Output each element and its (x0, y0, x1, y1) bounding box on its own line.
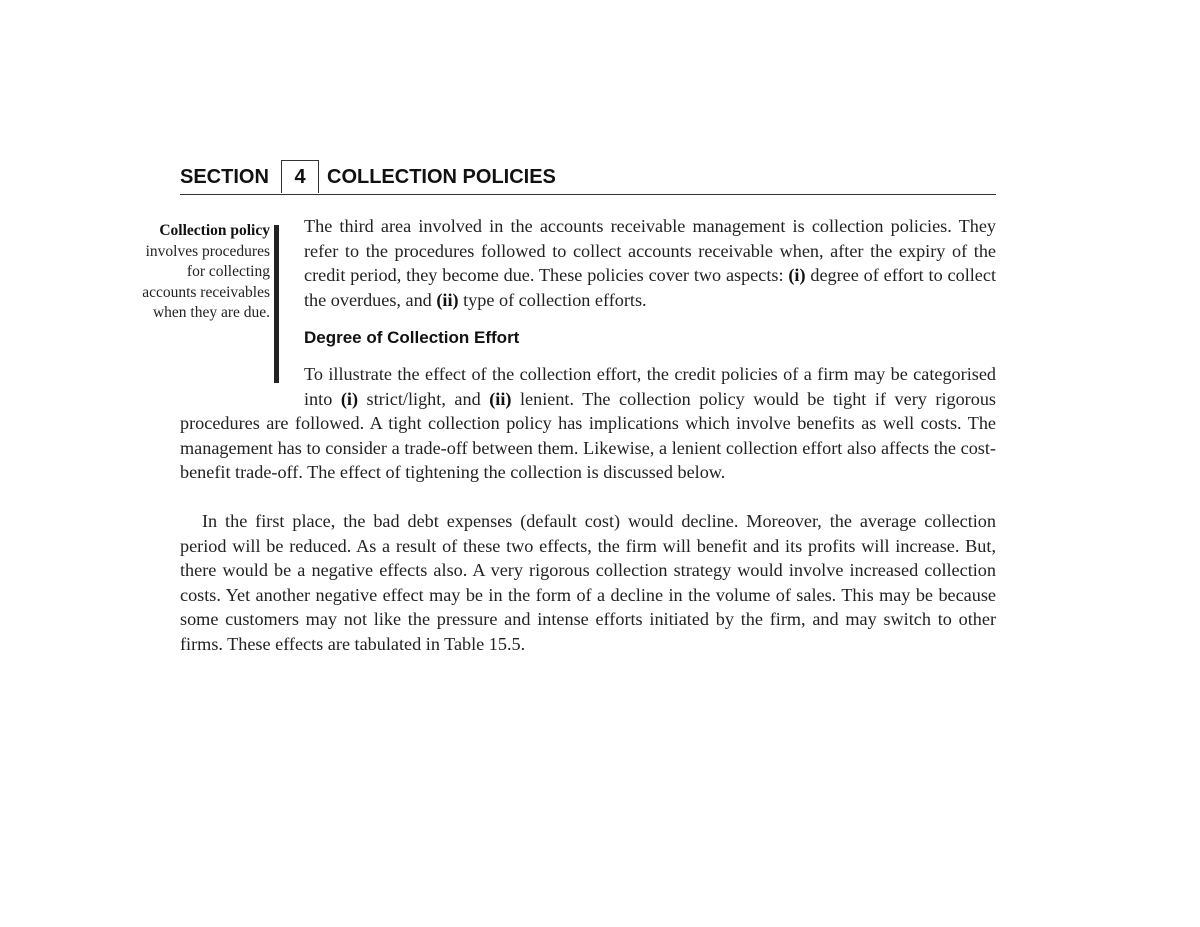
section-label: SECTION (180, 166, 269, 188)
para2-text-1: To illustrate the effect of the collection effort, the credit policies of a firm may be categorised into (304, 364, 996, 409)
para1-bold-1: (i) (788, 265, 806, 286)
paragraph-effects: In the first place, the bad debt expenses (default cost) would decline. Moreover, the average collection period will be reduced. As a result of these two effects, the firm will benefit and its profits will increase. But, there would be a negative effects also. A very rigorous collection strategy would involve increased collection costs. Yet another negative effect may be in the form of a decline in the volume of sales. This may be because some customers may not like the pressure and intense efforts initiated by the firm, and may switch to other firms. These effects are tabulated in Table 15.5. (180, 511, 996, 654)
section-title: COLLECTION POLICIES (327, 166, 556, 188)
para1-bold-2: (ii) (436, 289, 459, 310)
para1-text-3: type of collection efforts. (458, 289, 647, 310)
para2-text-3: lenient. The collection policy would be tight if very rigorous procedures are followed. A tight collection policy has implications which involve benefits as well costs. The management has to consider a trade-off between them. Likewise, a lenient collection effort also affects the cost-benefit trade-off. The effect of tightening the collection is discussed below. (180, 388, 997, 483)
para1-text-2: degree of effort to collect the overdues, and (304, 265, 996, 310)
para2-bold-1: (i) (340, 388, 359, 409)
section-number-box: 4 (281, 160, 319, 193)
paragraph-intro (304, 214, 996, 312)
section-header (180, 160, 996, 195)
para2-bold-2: (ii) (489, 388, 512, 409)
margin-note-text: involves procedures for collecting accounts receivables when they are due. (142, 242, 270, 322)
para1-text-1: The third area involved in the accounts receivable management is collection policies. They refer to the procedures followed to collect accounts receivable when, after the expiry of the credit period, they become due. These policies cover two aspects: (304, 216, 996, 286)
subheading: Degree of Collection Effort (304, 328, 520, 347)
margin-note-bar (274, 225, 279, 383)
para2-text-2: strict/light, and (358, 388, 490, 409)
margin-note-bold: Collection policy (159, 222, 270, 239)
margin-note (140, 221, 270, 324)
paragraph-collection-effort (180, 362, 996, 485)
